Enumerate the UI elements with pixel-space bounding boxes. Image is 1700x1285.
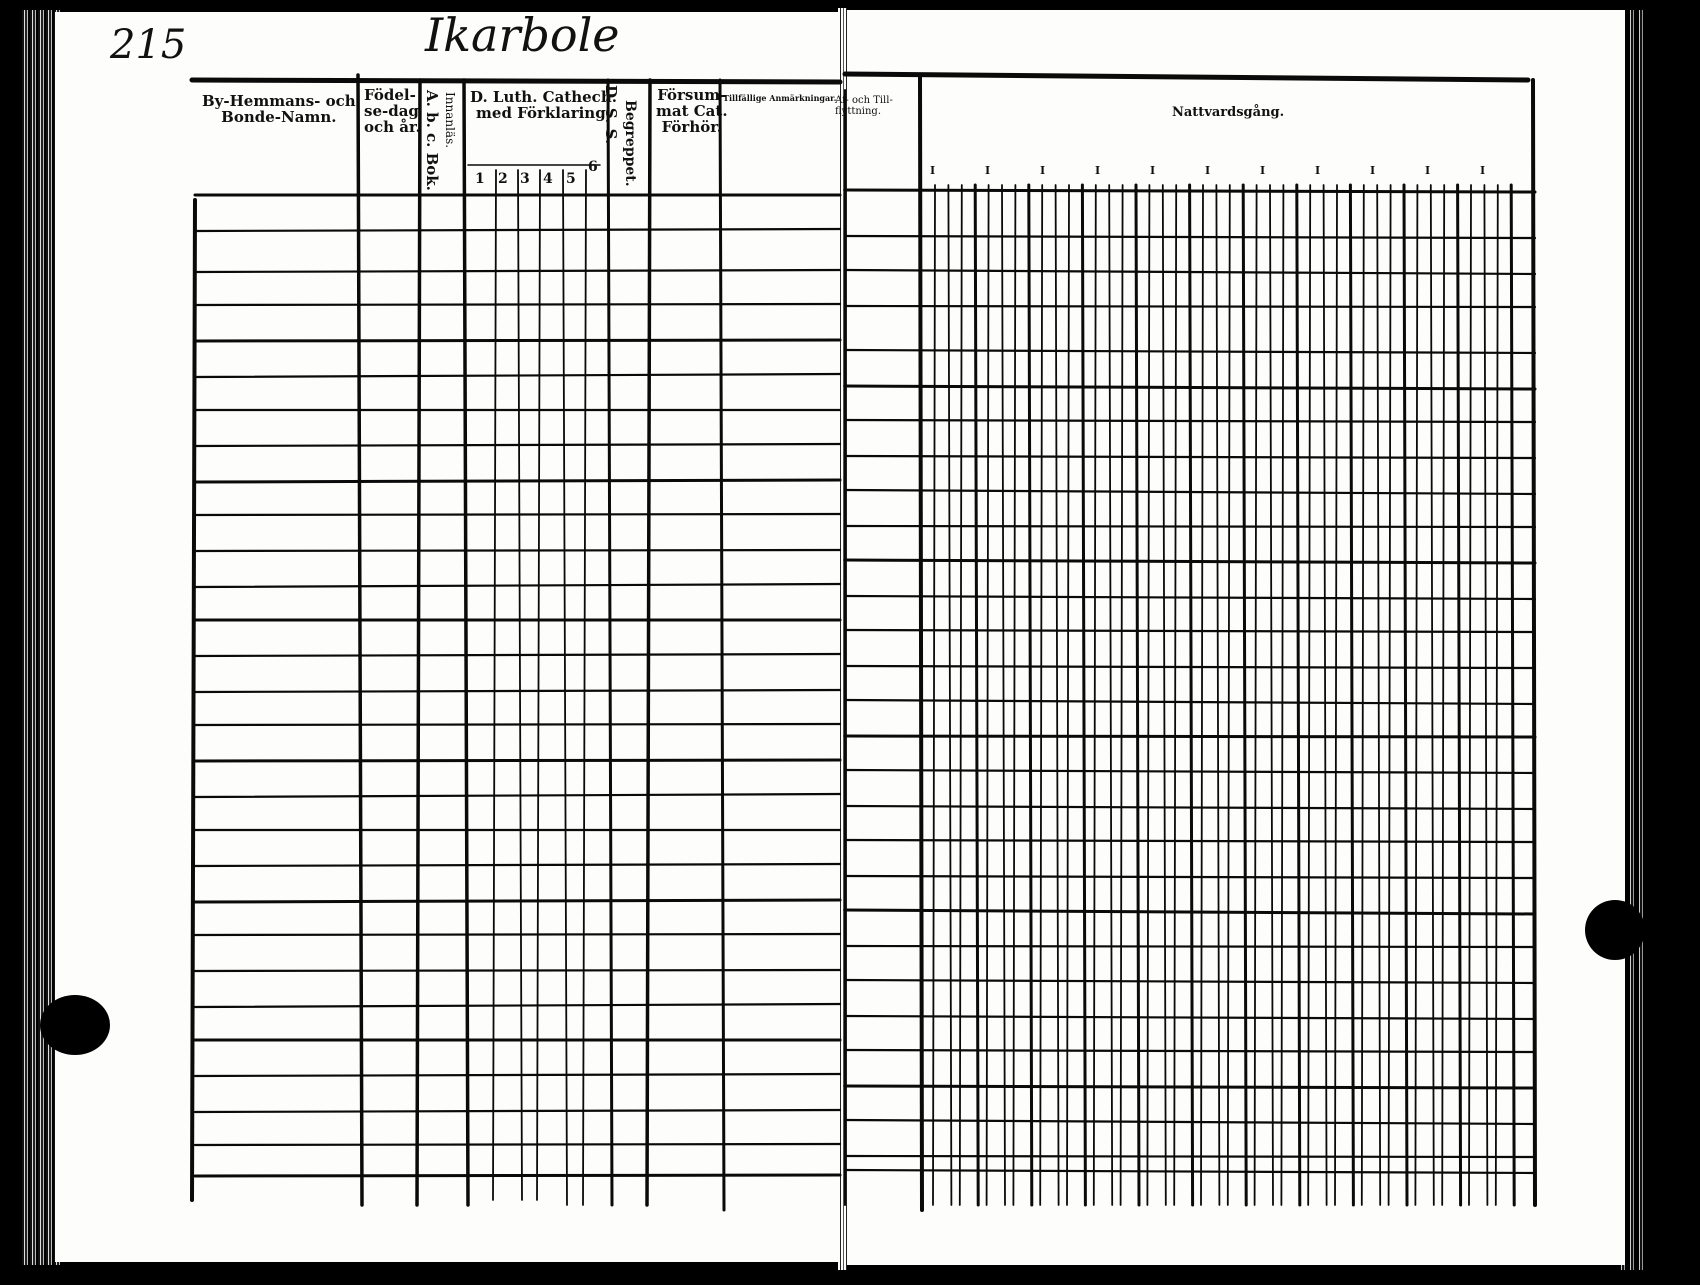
right-row-line (845, 910, 1535, 914)
right-row-line (845, 526, 1535, 527)
right-row-line (845, 1016, 1535, 1019)
right-row-line (845, 980, 1535, 983)
left-row-line (195, 970, 840, 971)
nattvard-column-line (1040, 185, 1042, 1205)
header-luth: D. Luth. Cathech. med Förklaring. (470, 88, 617, 122)
left-row-line (195, 514, 840, 515)
luth-number: 5 (566, 171, 576, 187)
nattvard-column-line (948, 185, 951, 1205)
nattvard-mark: I (1040, 164, 1046, 177)
left-row-line (195, 934, 840, 935)
left-column-line (647, 80, 650, 1205)
luth-number: 3 (520, 171, 530, 187)
left-row-line (195, 229, 840, 231)
nattvard-mark: I (1205, 164, 1211, 177)
nattvard-column-line (1082, 185, 1085, 1205)
header-abc-innanlas: Innanläs. (443, 92, 457, 149)
left-row-line (195, 690, 840, 692)
header-birth: Födel- se-dag och år. (364, 86, 421, 136)
nattvard-column-line (1094, 185, 1096, 1205)
left-row-line (195, 270, 840, 272)
top-rule-left (192, 80, 840, 82)
right-row-line (845, 1156, 1535, 1157)
nattvard-mark: I (1260, 164, 1266, 177)
right-row-line (845, 190, 1535, 192)
right-row-line (845, 876, 1535, 878)
right-row-line (845, 1120, 1535, 1124)
nattvard-column-line (1029, 185, 1032, 1205)
nattvard-column-line (1013, 185, 1015, 1205)
nattvard-column-line (975, 185, 978, 1205)
nattvard-column-line (987, 185, 989, 1205)
right-row-line (845, 946, 1535, 947)
header-abc-book: A. b. c. Bok. (423, 90, 441, 191)
left-column-line (464, 80, 468, 1205)
left-row-line (195, 900, 840, 902)
luth-number: 6 (588, 159, 598, 175)
nattvard-column-line (1002, 185, 1005, 1205)
header-nattvard: Nattvardsgång. (1172, 105, 1285, 120)
nattvard-column-line (1121, 185, 1123, 1205)
left-row-line (195, 864, 840, 866)
right-row-line (845, 306, 1535, 307)
luth-number: 4 (543, 171, 553, 187)
right-row-line (845, 736, 1535, 737)
header-name: By-Hemmans- och Bonde-Namn. (202, 92, 356, 126)
left-row-line (195, 340, 840, 341)
header-dss-begreppet: Begreppet. (622, 100, 638, 187)
left-column-line (358, 75, 362, 1205)
left-row-line (195, 724, 840, 725)
nattvard-column-line (1136, 185, 1139, 1205)
right-row-line (845, 806, 1535, 809)
left-column-line (192, 200, 195, 1200)
left-row-line (195, 550, 840, 551)
luth-number: 1 (475, 171, 485, 187)
left-row-line (195, 760, 840, 761)
right-row-line (845, 1170, 1535, 1173)
left-column-line (493, 170, 496, 1200)
left-row-line (195, 374, 840, 377)
luth-number: 2 (498, 171, 508, 187)
left-row-line (195, 1175, 840, 1176)
nattvard-mark: I (1425, 164, 1431, 177)
right-row-line (845, 1086, 1535, 1088)
nattvard-column-line (1056, 185, 1059, 1205)
left-row-line (195, 444, 840, 446)
left-row-line (195, 1004, 840, 1007)
nattvard-mark: I (1095, 164, 1101, 177)
right-edge-line (1533, 80, 1535, 1205)
nattvard-column-line (960, 185, 962, 1205)
flyttning-column-line (920, 75, 922, 1210)
left-column-line (417, 80, 420, 1205)
left-row-line (195, 304, 840, 305)
left-column-line (608, 80, 612, 1205)
nattvard-column-line (1109, 185, 1112, 1205)
left-row-line (195, 1144, 840, 1145)
nattvard-mark: I (930, 164, 936, 177)
left-row-line (195, 1110, 840, 1112)
page-number: 215 (110, 22, 187, 68)
header-flyttning: Af- och Till- flyttning. (835, 95, 893, 117)
nattvard-column-line (933, 185, 935, 1205)
header-forsum: Försum- mat Cat. Förhör. (656, 86, 728, 136)
right-row-line (845, 840, 1535, 842)
left-column-line (563, 170, 567, 1205)
nattvard-mark: I (1315, 164, 1321, 177)
header-tillfallige: Tillfällige Anmärkningar. (723, 93, 837, 103)
right-row-line (845, 770, 1535, 773)
nattvard-mark: I (985, 164, 991, 177)
left-row-line (195, 794, 840, 797)
left-row-line (195, 654, 840, 656)
left-row-line (195, 480, 840, 482)
nattvard-mark: I (1150, 164, 1156, 177)
left-row-line (195, 1074, 840, 1076)
nattvard-mark: I (1480, 164, 1486, 177)
nattvard-mark: I (1370, 164, 1376, 177)
nattvard-column-line (1147, 185, 1149, 1205)
header-dss: D. S. S. (602, 85, 620, 145)
top-rule-right (845, 74, 1528, 80)
right-row-line (845, 1050, 1535, 1052)
nattvard-column-line (1067, 185, 1069, 1205)
handwritten-title: Ikarbole (425, 8, 620, 62)
left-row-line (195, 584, 840, 587)
left-column-line (583, 170, 586, 1205)
left-column-line (537, 170, 540, 1200)
left-column-line (518, 170, 522, 1200)
